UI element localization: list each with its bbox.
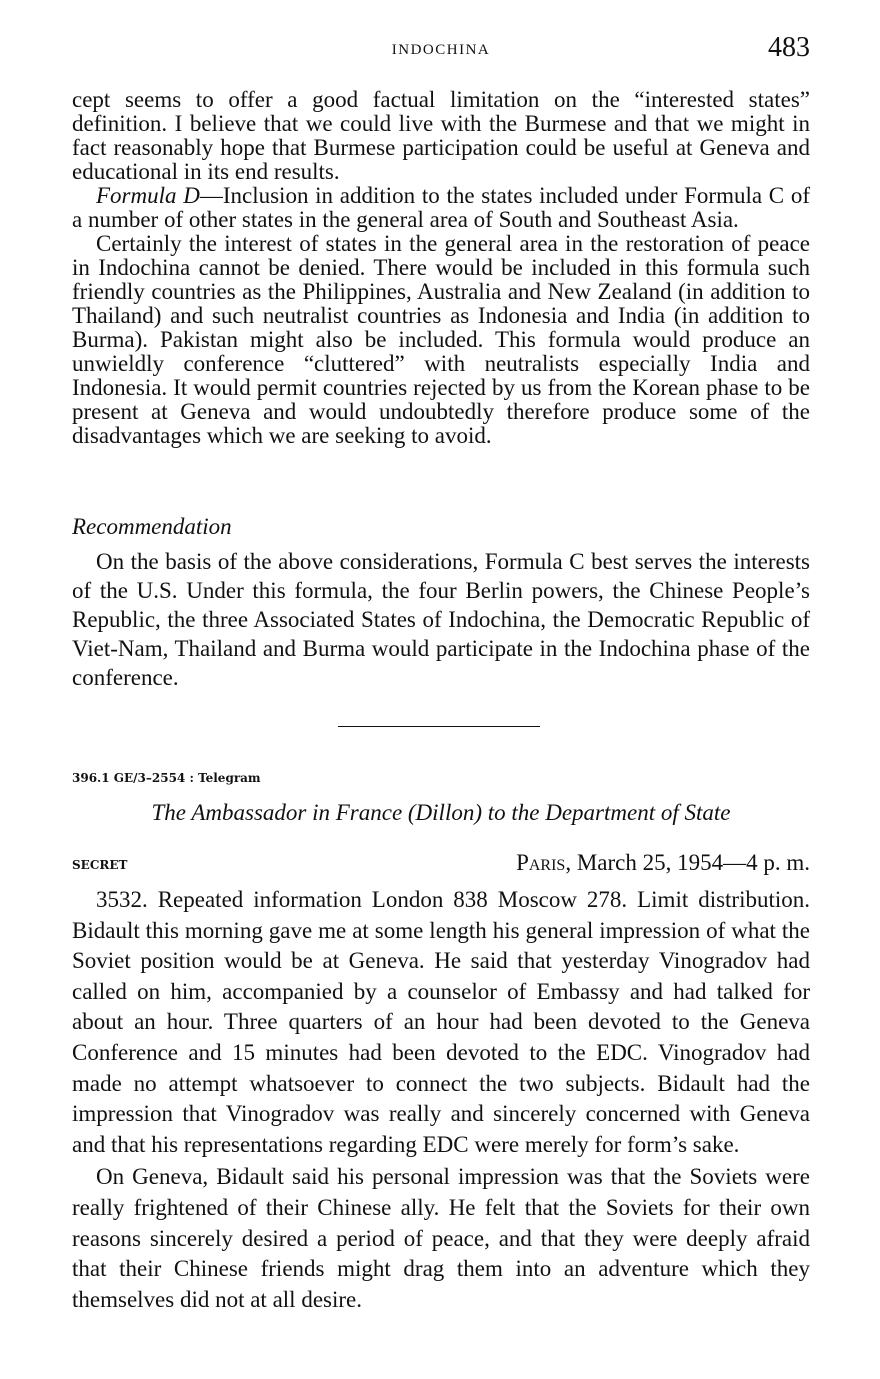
memo-continuation xyxy=(72,88,810,448)
paragraph-formula-d xyxy=(72,184,810,232)
file-number: 396.1 GE/3–2554 : Telegram xyxy=(72,771,261,785)
dateline-place: Paris xyxy=(516,850,566,875)
telegram-body xyxy=(72,885,810,1315)
telegram-paragraph-1: 3532. Repeated information London 838 Moscow 278. Limit distribution. Bidault this morning gave me at some length his general impression of what the Soviet position would be at Geneva. He said that yesterday Vinogradov had called on him, accompanied by a counselor of Embassy and had talked for about an hour. Three quarters of an hour had been devoted to the Geneva Conference and 15 minutes had been devoted to the EDC. Vinogradov had made no attempt whatsoever to connect the two subjects. Bidault had the impression that Vinogradov was really and sincerely concerned with Geneva and that his representations regarding EDC were merely for form’s sake. xyxy=(72,887,810,1157)
paragraph-continued: cept seems to offer a good factual limitation on the “interested states” definition. I believe that we could live with the Burmese and that we might in fact reasonably hope that Burmese participation could be useful at Geneva and educational in its end results. xyxy=(72,87,810,184)
classification-label: SECRET xyxy=(72,858,128,872)
telegram-title: The Ambassador in France (Dillon) to the Department of State xyxy=(151,800,731,825)
dateline xyxy=(516,850,810,876)
recommendation-section xyxy=(72,547,810,692)
recommendation-heading: Recommendation xyxy=(72,514,232,539)
telegram-paragraph-2: On Geneva, Bidault said his personal impression was that the Soviets were really frightened of their Chinese ally. He felt that the Soviets for their own reasons sincerely desired a period of peace, and that they were deeply afraid that their Chinese friends might drag them into an adventure which they themselves did not at all desire. xyxy=(72,1164,810,1312)
running-title: INDOCHINA xyxy=(391,42,491,58)
formula-d-label: Formula D xyxy=(96,183,200,208)
page-number: 483 xyxy=(768,32,810,63)
formula-d-text: —Inclusion in addition to the states included under Formula C of a number of other states in the general area of South and Southeast Asia. xyxy=(72,183,810,232)
paragraph-formula-d-discussion: Certainly the interest of states in the general area in the restoration of peace in Indochina cannot be denied. There would be included in this formula such friendly countries as the Philippines, Australia and New Zealand (in addition to Thailand) and such neutralist countries as Indonesia and India (in addition to Burma). Pakistan might also be included. This formula would produce an unwieldly conference “cluttered” with neutralists especially India and Indonesia. It would permit countries rejected by us from the Korean phase to be present at Geneva and would undoubtedly therefore produce some of the disadvantages which we are seeking to avoid. xyxy=(72,231,810,448)
running-head xyxy=(72,32,810,66)
recommendation-paragraph: On the basis of the above considerations, Formula C best serves the interests of the U.S. Under this formula, the four Berlin powers, the Chinese People’s Republic, the three Associated States of Indochina, the Democratic Republic of Viet-Nam, Thailand and Burma would participate in the Indochina phase of the conference. xyxy=(72,549,810,690)
section-divider xyxy=(338,726,540,727)
dateline-date: , March 25, 1954—4 p. m. xyxy=(565,850,810,875)
